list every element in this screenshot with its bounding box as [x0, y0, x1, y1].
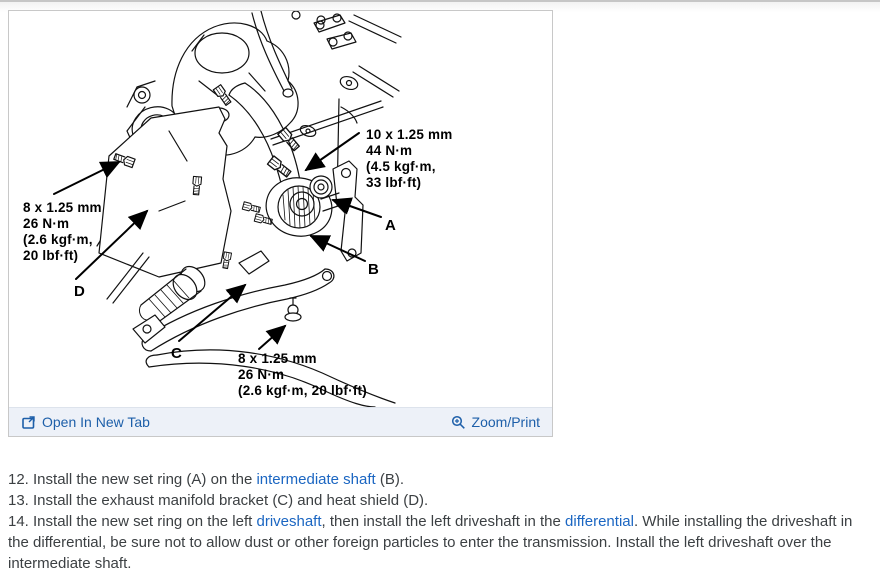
callout-line: 8 x 1.25 mm — [23, 200, 102, 215]
step-14-text: , then install the left driveshaft in the — [321, 513, 566, 530]
part-label-a: A — [385, 217, 396, 234]
callout-line: (2.6 kgf·m, — [23, 232, 93, 247]
callout-line: 33 lbf·ft) — [366, 175, 422, 190]
callout-line: 10 x 1.25 mm — [366, 127, 453, 142]
torque-callout-left — [23, 200, 102, 264]
callout-line: 26 N·m — [238, 367, 285, 382]
step-14-text: . While installing the driveshaft in the differential, be sure not to allow dust or other foreign particles to enter the transmission. Install the left driveshaft over the intermediate shaft. — [8, 513, 853, 572]
open-in-new-tab-icon — [21, 415, 36, 430]
step-13 — [8, 490, 874, 511]
torque-callout-top-right — [366, 127, 452, 191]
callout-line: (2.6 kgf·m, 20 lbf·ft) — [238, 383, 367, 398]
callout-line: 44 N·m — [366, 143, 413, 158]
step-12-text: (B). — [375, 471, 405, 488]
callout-line: 8 x 1.25 mm — [238, 351, 317, 366]
step-12 — [8, 469, 874, 490]
part-label-c: C — [171, 345, 182, 362]
zoom-print-label: Zoom/Print — [471, 414, 540, 430]
part-label-d: D — [74, 283, 85, 300]
open-in-new-tab-label: Open In New Tab — [42, 414, 150, 430]
step-13-text: 13. Install the exhaust manifold bracket (C) and heat shield (D). — [8, 492, 429, 509]
callout-line: (4.5 kgf·m, — [366, 159, 436, 174]
step-14-text: 14. Install the new set ring on the left — [8, 513, 257, 530]
intermediate-shaft-link[interactable]: intermediate shaft — [256, 471, 376, 488]
driveshaft-link[interactable]: driveshaft — [256, 513, 322, 530]
torque-callout-bottom — [238, 351, 367, 399]
step-12-text: 12. Install the new set ring (A) on the — [8, 471, 257, 488]
callout-line: 26 N·m — [23, 216, 70, 231]
open-in-new-tab-link[interactable] — [21, 414, 150, 430]
part-label-b: B — [368, 261, 379, 278]
viewer-footer-bar — [9, 407, 552, 436]
diagram-area — [9, 11, 552, 407]
callout-line: 20 lbf·ft) — [23, 248, 79, 263]
step-14 — [8, 511, 874, 574]
zoom-print-link[interactable] — [451, 414, 540, 430]
instruction-steps — [8, 469, 874, 574]
magnifier-plus-icon — [451, 415, 466, 430]
differential-link[interactable]: differential — [565, 513, 634, 530]
diagram-viewer-panel — [8, 10, 553, 437]
